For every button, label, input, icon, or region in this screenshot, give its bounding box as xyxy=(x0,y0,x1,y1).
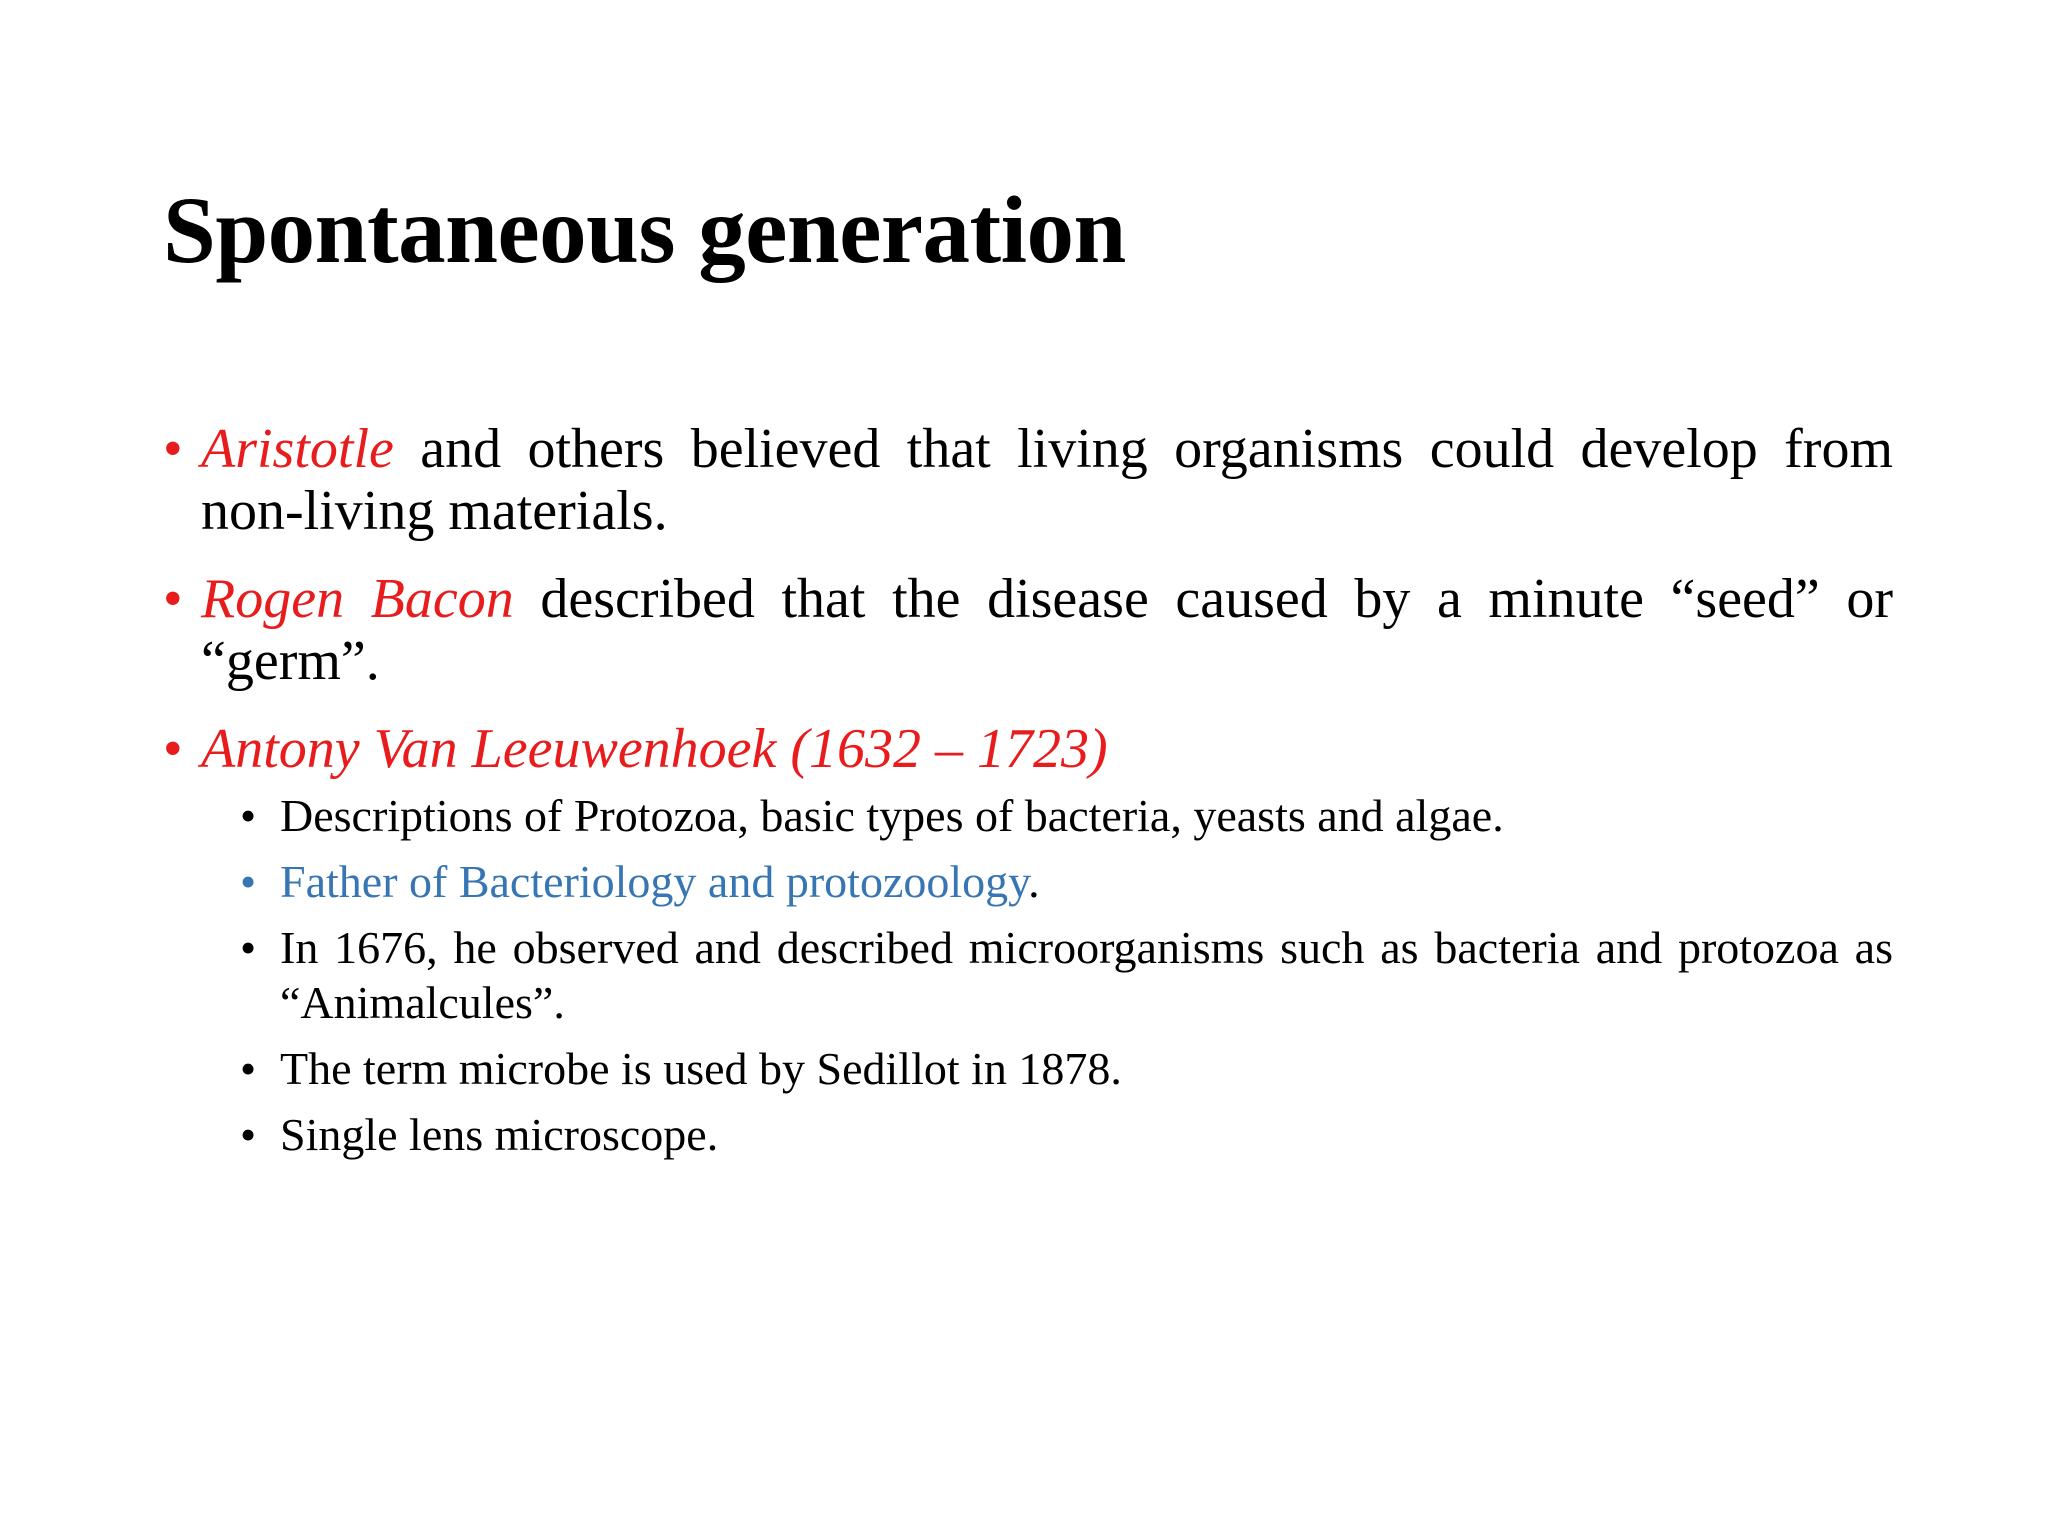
slide-title: Spontaneous generation xyxy=(163,177,1126,283)
sub-bullet-item xyxy=(240,1041,1893,1096)
highlight-name: Antony Van Leeuwenhoek (1632 – 1723) xyxy=(201,718,1108,780)
bullet-list xyxy=(163,418,1893,780)
bullet-item-bacon xyxy=(163,568,1893,692)
sub-bullet-marker: • xyxy=(240,1109,257,1160)
sub-bullet-item xyxy=(240,920,1893,1030)
highlight-name: Aristotle xyxy=(201,418,394,480)
slide-content xyxy=(163,418,1893,1173)
sub-bullet-text: In 1676, he observed and described microorganisms such as bacteria and protozoa as “Animalcules”. xyxy=(280,922,1893,1028)
bullet-item-leeuwenhoek xyxy=(163,718,1893,780)
bullet-item-aristotle xyxy=(163,418,1893,542)
sub-bullet-marker: • xyxy=(240,922,257,973)
sub-bullet-text: Descriptions of Protozoa, basic types of bacteria, yeasts and algae. xyxy=(280,790,1504,841)
sub-bullet-marker: • xyxy=(240,790,257,841)
sub-bullet-item xyxy=(240,1107,1893,1162)
bullet-marker: • xyxy=(163,418,183,480)
bullet-marker: • xyxy=(163,568,183,630)
sub-bullet-text: Single lens microscope. xyxy=(280,1109,719,1160)
sub-bullet-text: . xyxy=(1028,856,1040,907)
bullet-marker: • xyxy=(163,718,183,780)
sub-bullet-highlight: Father of Bacteriology and protozoology xyxy=(280,856,1029,907)
sub-bullet-marker: • xyxy=(240,1043,257,1094)
sub-bullet-item xyxy=(240,854,1893,909)
sub-bullet-marker: • xyxy=(240,856,257,907)
bullet-text: and others believed that living organisms could develop from non-living materials. xyxy=(201,418,1893,542)
sub-bullet-item xyxy=(240,788,1893,843)
sub-bullet-text: The term microbe is used by Sedillot in 1878. xyxy=(280,1043,1122,1094)
bullet-text: described that the disease caused by a minute “seed” or “germ”. xyxy=(201,568,1894,692)
highlight-name: Rogen Bacon xyxy=(201,568,514,630)
sub-bullet-list xyxy=(163,788,1893,1162)
